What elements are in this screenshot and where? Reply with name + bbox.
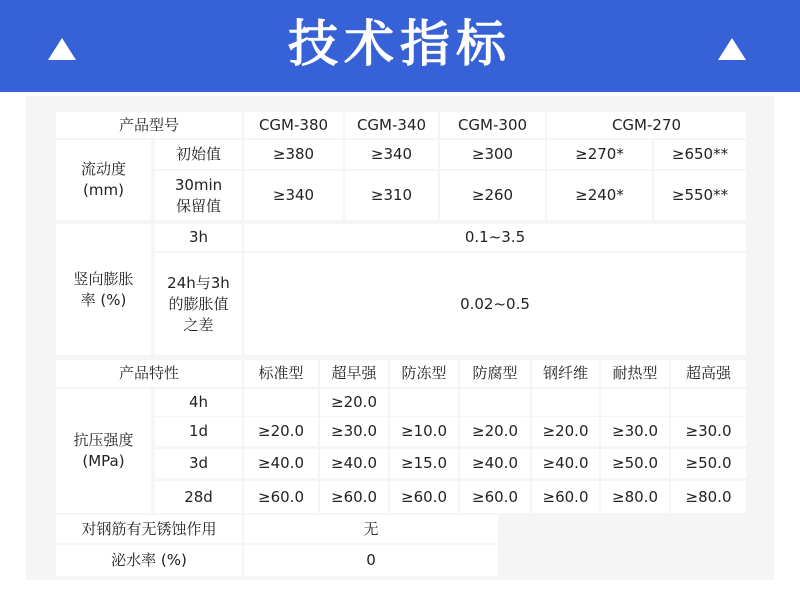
expansion-3h-label: 3h <box>155 224 242 251</box>
feature-name: 超早强 <box>320 360 388 387</box>
feature-name: 标准型 <box>244 360 318 387</box>
retain-value: ≥240* <box>547 171 652 220</box>
feature-name: 钢纤维 <box>532 360 599 387</box>
feature-name: 耐热型 <box>601 360 669 387</box>
feature-name: 防腐型 <box>460 360 530 387</box>
strength-value: ≥60.0 <box>244 481 318 513</box>
strength-value: ≥60.0 <box>320 481 388 513</box>
expansion-3h-value: 0.1~3.5 <box>244 224 746 251</box>
initial-value: ≥270* <box>547 140 652 169</box>
strength-value: ≥50.0 <box>671 449 746 478</box>
strength-value: ≥15.0 <box>390 449 458 478</box>
model-name: CGM-340 <box>345 112 438 138</box>
strength-value: ≥40.0 <box>320 449 388 478</box>
model-name: CGM-300 <box>440 112 545 138</box>
retain-value: ≥310 <box>345 171 438 220</box>
strength-value: ≥40.0 <box>244 449 318 478</box>
strength-value: ≥30.0 <box>320 417 388 446</box>
strength-value <box>532 389 599 416</box>
bleeding-label: 泌水率 (%) <box>56 545 242 576</box>
strength-value: ≥80.0 <box>671 481 746 513</box>
initial-value: ≥300 <box>440 140 545 169</box>
strength-age-label: 3d <box>155 449 242 478</box>
feature-name: 超高强 <box>671 360 746 387</box>
retain-value: ≥340 <box>244 171 343 220</box>
retain-value-label: 30min 保留值 <box>155 171 242 220</box>
triangle-right-icon <box>718 38 746 60</box>
retain-value: ≥260 <box>440 171 545 220</box>
strength-age-label: 4h <box>155 389 242 416</box>
corrosion-value: 无 <box>244 515 498 543</box>
initial-value: ≥340 <box>345 140 438 169</box>
corrosion-label: 对钢筋有无锈蚀作用 <box>56 515 242 543</box>
page-title: 技术指标 <box>288 15 512 73</box>
bleeding-value: 0 <box>244 545 498 576</box>
initial-value: ≥380 <box>244 140 343 169</box>
initial-value: ≥650** <box>654 140 746 169</box>
initial-value-label: 初始值 <box>155 140 242 169</box>
strength-value: ≥20.0 <box>460 417 530 446</box>
expansion-label: 竖向膨胀 率 (%) <box>56 224 151 355</box>
model-name: CGM-380 <box>244 112 343 138</box>
strength-value: ≥40.0 <box>460 449 530 478</box>
fluidity-label: 流动度 (mm) <box>56 140 151 220</box>
expansion-diff-label: 24h与3h 的膨胀值 之差 <box>155 253 242 355</box>
expansion-diff-value: 0.02~0.5 <box>244 253 746 355</box>
strength-age-label: 28d <box>155 481 242 513</box>
strength-value <box>244 389 318 416</box>
strength-value <box>390 389 458 416</box>
strength-value: ≥50.0 <box>601 449 669 478</box>
feature-name: 防冻型 <box>390 360 458 387</box>
strength-value: ≥20.0 <box>244 417 318 446</box>
strength-value: ≥60.0 <box>390 481 458 513</box>
strength-value: ≥40.0 <box>532 449 599 478</box>
strength-value: ≥80.0 <box>601 481 669 513</box>
strength-value: ≥60.0 <box>460 481 530 513</box>
strength-value <box>671 389 746 416</box>
strength-value: ≥30.0 <box>671 417 746 446</box>
strength-value: ≥30.0 <box>601 417 669 446</box>
strength-value <box>601 389 669 416</box>
strength-value: ≥60.0 <box>532 481 599 513</box>
strength-age-label: 1d <box>155 417 242 446</box>
model-header-label: 产品型号 <box>56 112 242 138</box>
strength-value <box>460 389 530 416</box>
strength-value: ≥20.0 <box>320 389 388 416</box>
feature-header-label: 产品特性 <box>56 360 242 387</box>
model-name: CGM-270 <box>547 112 746 138</box>
strength-value: ≥20.0 <box>532 417 599 446</box>
title-banner <box>0 0 800 92</box>
retain-value: ≥550** <box>654 171 746 220</box>
strength-label: 抗压强度 (MPa) <box>56 389 151 513</box>
strength-value: ≥10.0 <box>390 417 458 446</box>
